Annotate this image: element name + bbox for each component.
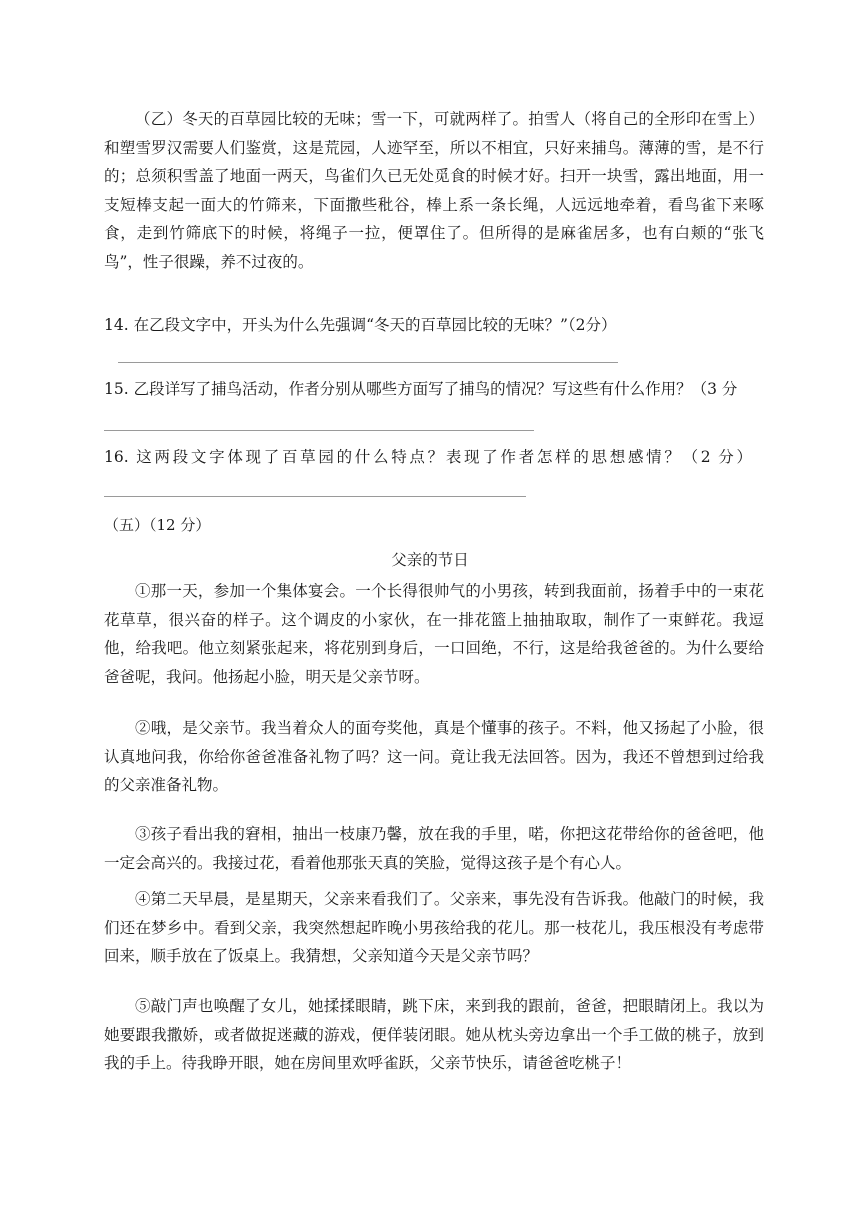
paragraph-3: ③孩子看出我的窘相，抽出一枝康乃馨，放在我的手里，喏，你把这花带给你的爸爸吧，他一定会高兴的。我接过花，看着他那张天真的笑脸，觉得这孩子是个有心人。 <box>104 825 764 872</box>
passage-yi: （乙）冬天的百草园比较的无味；雪一下，可就两样了。拍雪人（将自己的全形印在雪上）和塑雪罗汉需要人们鉴赏，这是荒园，人迹罕至，所以不相宜，只好来捕鸟。薄薄的雪，是不行的；总须积雪盖了地面一两天，鸟雀们久已无处觅食的时候才好。扫开一块雪，露出地面，用一支短棒支起一面大的竹筛来，下面撒些秕谷，棒上系一条长绳，人远远地牵着，看鸟雀下来啄食，走到竹筛底下的时候，将绳子一拉，便罩住了。但所得的是麻雀居多，也有白颊的“张飞鸟”，性子很躁，养不过夜的。 <box>104 110 764 271</box>
question-15: 15. 乙段详写了捕鸟活动，作者分别从哪些方面写了捕鸟的情况？写这些有什么作用？（3 分 <box>104 380 738 398</box>
paragraph-4: ④第二天早晨，是星期天，父亲来看我们了。父亲来，事先没有告诉我。他敲门的时候，我们还在梦乡中。看到父亲，我突然想起昨晚小男孩给我的花儿。那一枝花儿，我压根没有考虑带回来，顺手放在了饭桌上。我猜想，父亲知道今天是父亲节吗？ <box>104 890 764 966</box>
answer-line-14[interactable] <box>118 362 618 363</box>
paragraph-5: ⑤敲门声也唤醒了女儿，她揉揉眼睛，跳下床，来到我的跟前，爸爸，把眼睛闭上。我以为她要跟我撒娇，或者做捉迷藏的游戏，便佯装闭眼。她从枕头旁边拿出一个手工做的桃子，放到我的手上。待我睁开眼，她在房间里欢呼雀跃，父亲节快乐，请爸爸吃桃子！ <box>104 997 764 1073</box>
answer-line-15[interactable] <box>104 430 534 431</box>
paragraph-1: ①那一天，参加一个集体宴会。一个长得很帅气的小男孩，转到我面前，扬着手中的一束花花草草，很兴奋的样子。这个调皮的小家伙，在一排花篮上抽抽取取，制作了一束鲜花。我逗他，给我吧。他立刻紧张起来，将花别到身后，一口回绝，不行，这是给我爸爸的。为什么要给爸爸呢，我问。他扬起小脸，明天是父亲节呀。 <box>104 582 764 686</box>
question-14: 14. 在乙段文字中，开头为什么先强调“冬天的百草园比较的无味？”（2分） <box>104 316 617 334</box>
question-16: 16. 这两段文字体现了百草园的什么特点？表现了作者怎样的思想感情？（2 分） <box>104 448 752 466</box>
answer-line-16[interactable] <box>104 496 526 497</box>
article-title: 父亲的节日 <box>391 551 469 569</box>
section-label: （五）（12 分） <box>104 516 211 534</box>
paragraph-2: ②哦，是父亲节。我当着众人的面夸奖他，真是个懂事的孩子。不料，他又扬起了小脸，很认真地问我，你给你爸爸准备礼物了吗？这一问。竟让我无法回答。因为，我还不曾想到过给我的父亲准备礼物。 <box>104 719 764 795</box>
